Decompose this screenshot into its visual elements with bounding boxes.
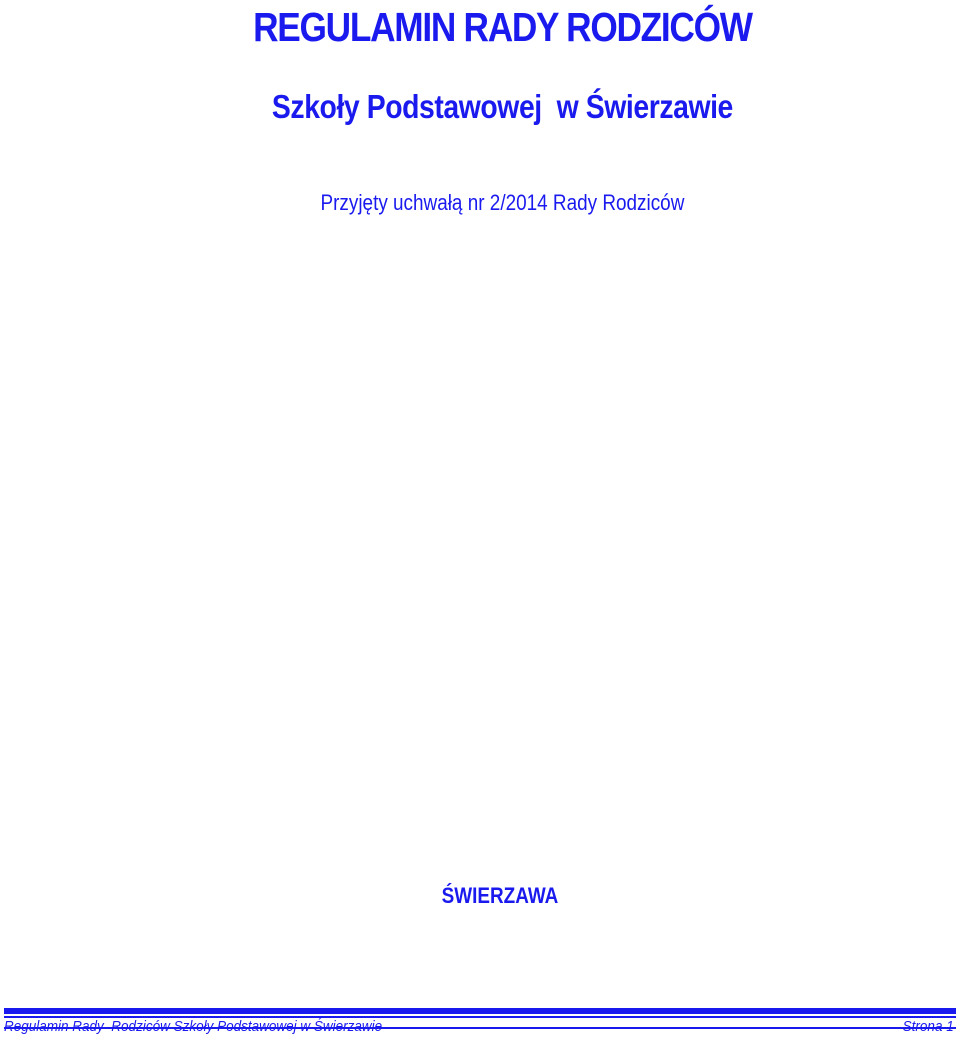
document-subtitle: Szkoły Podstawowej w Świerzawie <box>271 88 733 125</box>
city-name: ŚWIERZAWA <box>441 883 559 908</box>
footer-rule-bottom <box>4 1027 956 1029</box>
document-title: REGULAMIN RADY RODZICÓW <box>253 4 752 50</box>
adoption-note: Przyjęty uchwałą nr 2/2014 Rady Rodziców <box>320 190 685 215</box>
footer-rule-thick <box>4 1008 956 1014</box>
